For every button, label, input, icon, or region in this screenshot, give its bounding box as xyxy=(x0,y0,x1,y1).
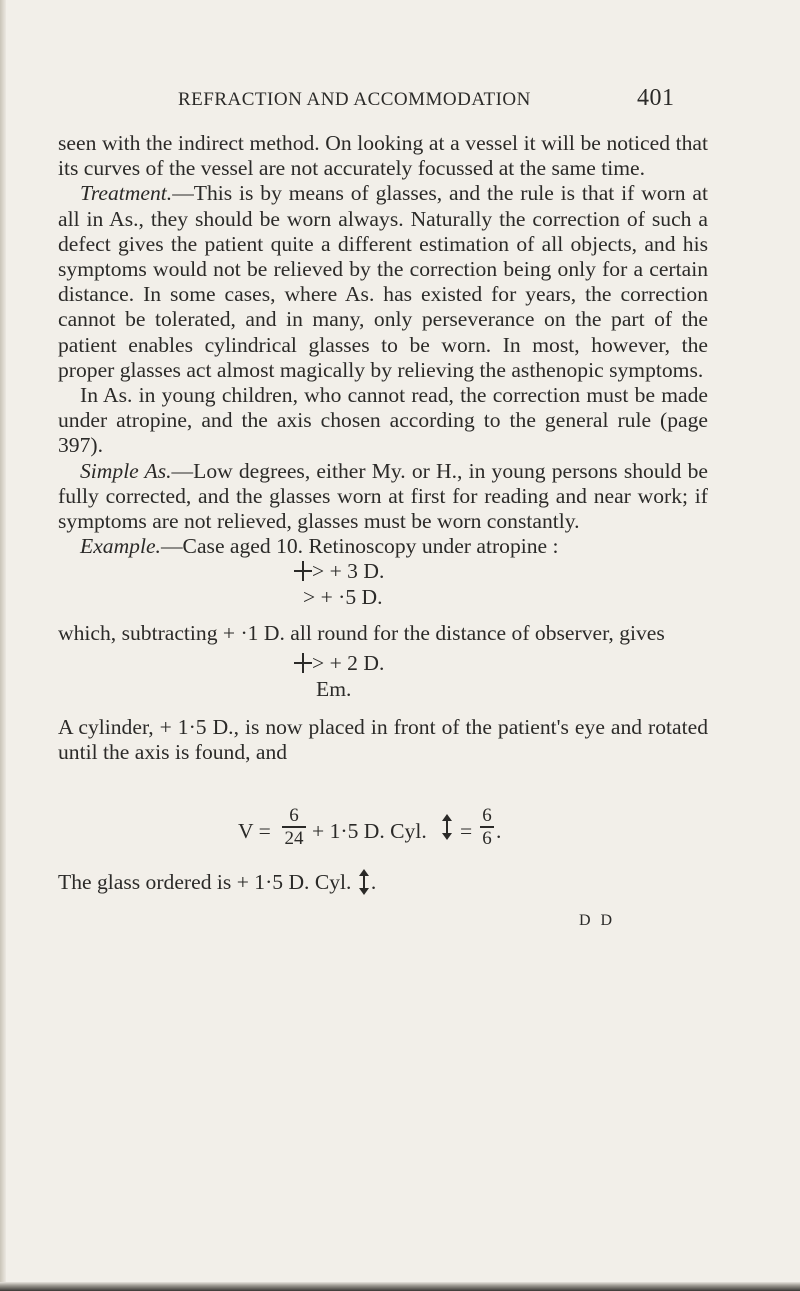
v-end: . xyxy=(496,819,502,843)
result-value-2: Em. xyxy=(316,676,352,701)
v-middle: + 1·5 D. Cyl. xyxy=(312,819,427,843)
v-prefix: V = xyxy=(238,819,271,843)
closing-text: The glass ordered is + 1·5 D. Cyl. xyxy=(58,870,352,894)
axis-cross-icon xyxy=(294,561,312,581)
paragraph-treatment-text: —This is by means of glasses, and the rule is that if worn at all in As., they should be worn always. Naturally the correction of such a defect gives the patient quite a different estimation of all objects, and his symptoms would not be relieved by the correction being only for a certain distance. In some cases, where As. has existed for years, the correction cannot be tolerated, and in many, only perseverance on the part of the patient enables cylindrical glasses to be worn. In most, however, the proper glasses act almost magically by relieving the asthenopic symptoms. xyxy=(58,181,708,382)
axis-arrow-vertical xyxy=(440,814,454,840)
signature-mark: D D xyxy=(579,912,616,929)
page-binding-edge xyxy=(0,0,6,1291)
paragraph-subtracting: which, subtracting + ·1 D. all round for the distance of observer, gives xyxy=(58,621,665,646)
result-line-2 xyxy=(58,677,708,705)
retinoscopy-line-1 xyxy=(58,559,708,585)
section-label-treatment: Treatment. xyxy=(80,181,173,206)
retinoscopy-line-2 xyxy=(58,585,708,611)
closing-end: . xyxy=(370,870,377,894)
paragraph-simple-as-text: —Low degrees, either My. or H., in young persons should be fully corrected, and the glasses worn at first for reading and near work; if symptoms are not relieved, glasses must be worn constantly. xyxy=(58,458,708,534)
section-label-example: Example. xyxy=(80,534,161,559)
retinoscopy-value-1: > + 3 D. xyxy=(312,559,385,584)
fraction-2-denominator: 6 xyxy=(482,827,492,849)
paragraph-treatment xyxy=(58,181,708,383)
up-down-arrow-icon xyxy=(442,814,452,840)
page-bottom-edge xyxy=(0,1282,800,1291)
fraction-1 xyxy=(282,806,306,848)
result-line-1 xyxy=(58,651,708,677)
section-label-simple-as: Simple As. xyxy=(80,458,172,483)
paragraph-simple-as xyxy=(58,459,708,535)
page-number: 401 xyxy=(637,85,675,111)
paragraph-example-text: —Case aged 10. Retinoscopy under atropine : xyxy=(160,534,559,559)
running-title: REFRACTION AND ACCOMMODATION xyxy=(178,89,531,110)
fraction-1-denominator: 24 xyxy=(284,827,304,849)
paragraph-cylinder: A cylinder, + 1·5 D., is now placed in front of the patient's eye and rotated until the axis is found, and xyxy=(58,714,708,764)
retinoscopy-value-2: > + ·5 D. xyxy=(303,585,383,610)
paragraph-children: In As. in young children, who cannot read, the correction must be made under atropine, and the axis chosen according to the general rule (page 397). xyxy=(58,383,708,458)
closing-line xyxy=(58,869,376,895)
fraction-2 xyxy=(480,806,494,848)
page-body xyxy=(58,131,708,765)
v-equals: = xyxy=(460,819,473,843)
fraction-2-numerator: 6 xyxy=(482,805,492,826)
fraction-1-numerator: 6 xyxy=(289,805,299,826)
up-down-arrow-icon xyxy=(359,869,369,895)
paragraph-1: seen with the indirect method. On looking at a vessel it will be noticed that its curves of the vessel are not accurately focussed at the same time. xyxy=(58,131,708,181)
visual-acuity-formula xyxy=(238,806,598,862)
paragraph-example xyxy=(58,534,708,559)
result-value-1: > + 2 D. xyxy=(312,650,385,675)
axis-cross-icon xyxy=(294,653,312,673)
